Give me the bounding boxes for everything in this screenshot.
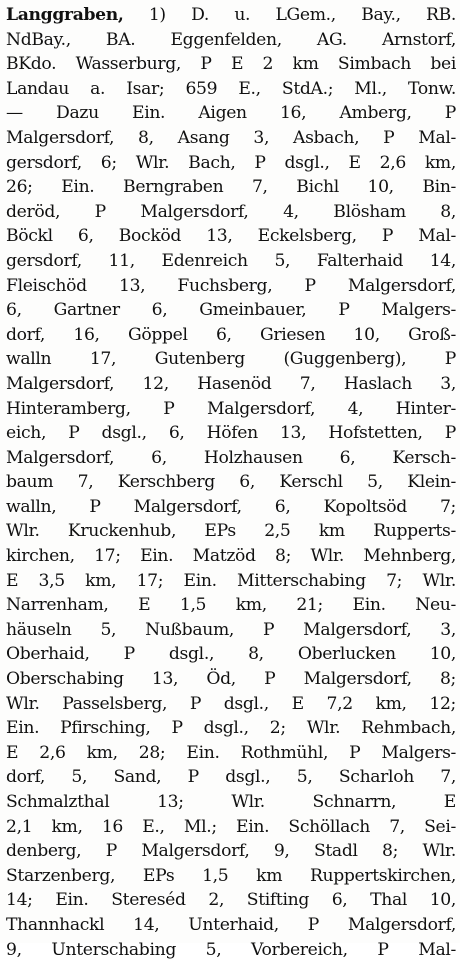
- entry-line: Malgersdorf, 8, Asang 3, Asbach, P Mal-: [6, 127, 456, 148]
- entry-line: walln 17, Gutenberg (Guggenberg), P: [6, 349, 456, 370]
- entry-line: 9, Unterschabing 5, Vorbereich, P Mal-: [6, 939, 456, 960]
- headword: Langgraben,: [6, 5, 124, 25]
- entry-line: Schmalzthal 13; Wlr. Schnarrn, E: [6, 792, 456, 812]
- entry-line: NdBay., BA. Eggenfelden, AG. Arnstorf,: [6, 29, 456, 50]
- entry-first-line: [6, 3, 456, 28]
- entry-line: walln, P Malgersdorf, 6, Kopoltsöd 7;: [6, 496, 456, 517]
- entry-line: baum 7, Kerschberg 6, Kerschl 5, Klein-: [6, 472, 456, 493]
- entry-line: 2,1 km, 16 E., Ml.; Ein. Schöllach 7, Sei-: [6, 816, 456, 837]
- entry-line: Thannhackl 14, Unterhaid, P Malgersdorf,: [6, 914, 456, 935]
- entry-line: Oberschabing 13, Öd, P Malgersdorf, 8;: [6, 669, 456, 690]
- entry-line: BKdo. Wasserburg, P E 2 km Simbach bei: [6, 54, 456, 75]
- headword-continuation: 1) D. u. LGem., Bay., RB.: [123, 5, 456, 25]
- entry-line: Starzenberg, EPs 1,5 km Ruppertskirchen,: [6, 865, 456, 886]
- entry-line: E 3,5 km, 17; Ein. Mitterschabing 7; Wlr.: [6, 570, 456, 591]
- entry-line: Wlr. Passelsberg, P dsgl., E 7,2 km, 12;: [6, 693, 456, 714]
- entry-line: dorf, 16, Göppel 6, Griesen 10, Groß-: [6, 324, 456, 345]
- entry-line: häuseln 5, Nußbaum, P Malgersdorf, 3,: [6, 619, 456, 640]
- entry-line: deröd, P Malgersdorf, 4, Blösham 8,: [6, 201, 456, 222]
- entry-line: — Dazu Ein. Aigen 16, Amberg, P: [6, 103, 456, 124]
- entry-line: eich, P dsgl., 6, Höfen 13, Hofstetten, P: [6, 423, 456, 444]
- entry-line: Wlr. Kruckenhub, EPs 2,5 km Rupperts-: [6, 521, 456, 542]
- entry-line: 26; Ein. Berngraben 7, Bichl 10, Bin-: [6, 177, 456, 198]
- entry-line: denberg, P Malgersdorf, 9, Stadl 8; Wlr.: [6, 841, 456, 862]
- gazetteer-entry: [6, 3, 456, 962]
- entry-line: Malgersdorf, 6, Holzhausen 6, Kersch-: [6, 447, 456, 468]
- entry-line: 6, Gartner 6, Gmeinbauer, P Malgers-: [6, 300, 456, 321]
- entry-line: Hinteramberg, P Malgersdorf, 4, Hinter-: [6, 398, 456, 419]
- entry-line: Ein. Pfirsching, P dsgl., 2; Wlr. Rehmbach,: [6, 718, 456, 739]
- entry-line: kirchen, 17; Ein. Matzöd 8; Wlr. Mehnberg,: [6, 546, 456, 567]
- entry-line: 14; Ein. Stereséd 2, Stifting 6, Thal 10,: [6, 890, 456, 911]
- entry-line: E 2,6 km, 28; Ein. Rothmühl, P Malgers-: [6, 742, 456, 763]
- entry-line: Malgersdorf, 12, Hasenöd 7, Haslach 3,: [6, 373, 456, 394]
- entry-line: Oberhaid, P dsgl., 8, Oberlucken 10,: [6, 644, 456, 665]
- entry-line: Fleischöd 13, Fuchsberg, P Malgersdorf,: [6, 275, 456, 296]
- entry-line: Narrenham, E 1,5 km, 21; Ein. Neu-: [6, 595, 456, 616]
- entry-line: gersdorf, 6; Wlr. Bach, P dsgl., E 2,6 km,: [6, 152, 456, 173]
- entry-line: dorf, 5, Sand, P dsgl., 5, Scharloh 7,: [6, 767, 456, 788]
- entry-line: gersdorf, 11, Edenreich 5, Falterhaid 14,: [6, 250, 456, 271]
- entry-line: Böckl 6, Bocköd 13, Eckelsberg, P Mal-: [6, 226, 456, 247]
- entry-line: Landau a. Isar; 659 E., StdA.; Ml., Tonw.: [6, 78, 456, 99]
